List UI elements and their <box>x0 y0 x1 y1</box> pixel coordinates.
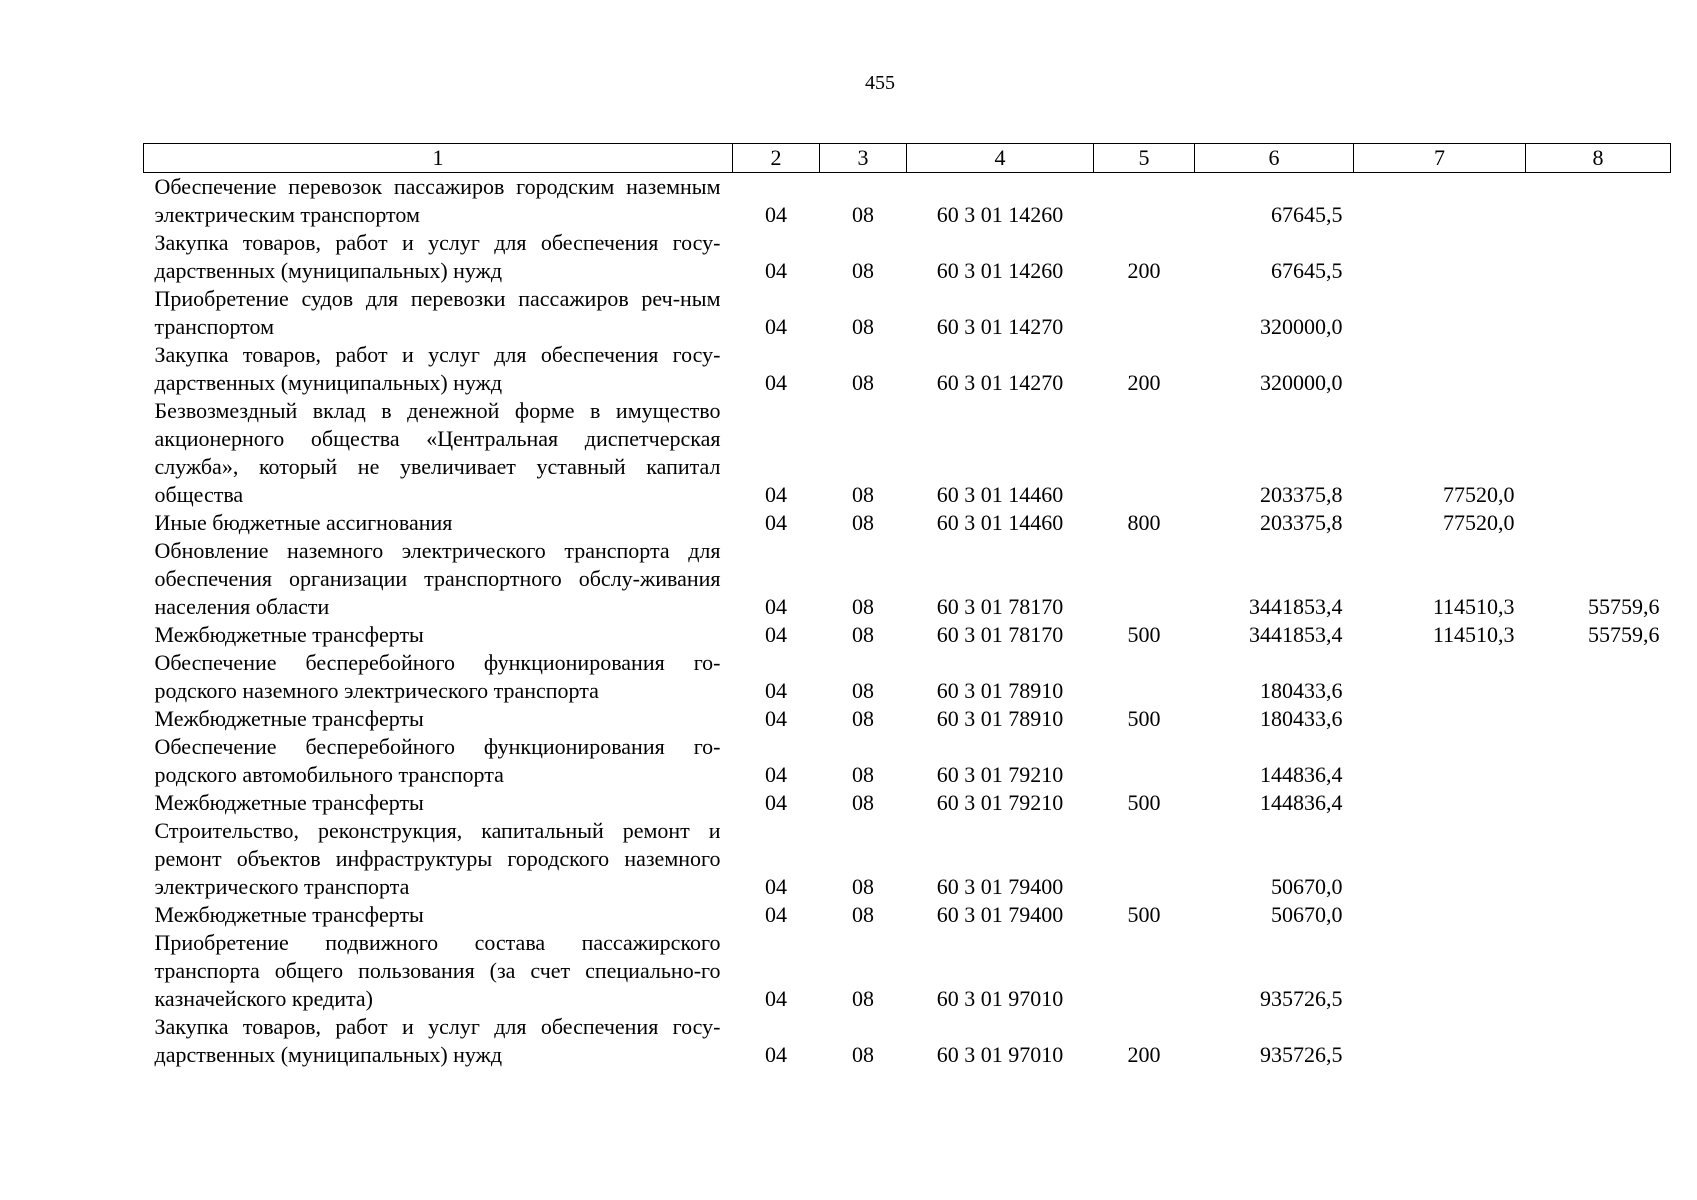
page-number: 455 <box>865 72 895 94</box>
row-amount-col8 <box>1526 173 1671 230</box>
row-target-article: 60 3 01 14260 <box>936 202 1064 227</box>
row-target-article: 60 3 01 79400 <box>936 874 1064 899</box>
row-target-article: 60 3 01 14270 <box>936 370 1064 395</box>
row-section: 04 <box>765 622 787 647</box>
row-expense-type: 200 <box>1127 370 1161 395</box>
row-section: 04 <box>765 258 787 283</box>
row-expense-type <box>1094 733 1195 789</box>
row-amount-col6: 203375,8 <box>1260 482 1343 507</box>
row-target-article: 60 3 01 14460 <box>936 510 1064 535</box>
row-expense-type <box>1094 929 1195 1013</box>
row-expense-type <box>1094 649 1195 705</box>
row-amount-col8 <box>1526 341 1671 397</box>
table-row <box>144 733 1671 789</box>
row-subsection: 08 <box>852 678 874 703</box>
row-target-article: 60 3 01 97010 <box>936 1042 1064 1067</box>
row-amount-col8 <box>1526 1013 1671 1069</box>
table-row <box>144 621 1671 649</box>
row-name: Закупка товаров, работ и услуг для обеспечения госу-дарственных (муниципальных) нужд <box>154 1014 721 1067</box>
table-row <box>144 509 1671 537</box>
row-name: Обеспечение бесперебойного функционирования го-родского наземного электрического транспорта <box>154 650 721 703</box>
row-amount-col6: 144836,4 <box>1260 762 1343 787</box>
row-amount-col6: 935726,5 <box>1260 986 1343 1011</box>
row-amount-col8 <box>1526 649 1671 705</box>
row-target-article: 60 3 01 78910 <box>936 706 1064 731</box>
row-name: Приобретение подвижного состава пассажирского транспорта общего пользования (за счет специально-го казначейского кредита) <box>154 930 721 1011</box>
table-row <box>144 649 1671 705</box>
row-expense-type: 500 <box>1127 622 1161 647</box>
table-row <box>144 705 1671 733</box>
row-section: 04 <box>765 790 787 815</box>
row-subsection: 08 <box>852 762 874 787</box>
table-row <box>144 173 1671 230</box>
row-section: 04 <box>765 482 787 507</box>
header-col-8: 8 <box>1526 144 1671 173</box>
row-target-article: 60 3 01 78170 <box>936 594 1064 619</box>
row-target-article: 60 3 01 97010 <box>936 986 1064 1011</box>
row-target-article: 60 3 01 79210 <box>936 790 1064 815</box>
row-subsection: 08 <box>852 202 874 227</box>
row-name: Межбюджетные трансферты <box>154 790 424 815</box>
row-name: Приобретение судов для перевозки пассажиров реч-ным транспортом <box>154 286 721 339</box>
row-expense-type: 200 <box>1127 258 1161 283</box>
row-amount-col7: 77520,0 <box>1443 510 1515 535</box>
row-section: 04 <box>765 1042 787 1067</box>
row-amount-col6: 50670,0 <box>1271 874 1343 899</box>
row-name: Межбюджетные трансферты <box>154 622 424 647</box>
row-expense-type: 200 <box>1127 1042 1161 1067</box>
table-row <box>144 397 1671 509</box>
row-target-article: 60 3 01 14270 <box>936 314 1064 339</box>
row-subsection: 08 <box>852 314 874 339</box>
row-section: 04 <box>765 706 787 731</box>
table-row <box>144 285 1671 341</box>
row-expense-type <box>1094 397 1195 509</box>
row-amount-col8 <box>1526 817 1671 901</box>
row-name: Межбюджетные трансферты <box>154 706 424 731</box>
row-name: Закупка товаров, работ и услуг для обеспечения госу-дарственных (муниципальных) нужд <box>154 230 721 283</box>
row-amount-col8 <box>1526 929 1671 1013</box>
row-amount-col7 <box>1354 901 1526 929</box>
row-amount-col6: 3441853,4 <box>1249 594 1343 619</box>
row-amount-col8 <box>1526 229 1671 285</box>
row-name: Межбюджетные трансферты <box>154 902 424 927</box>
row-section: 04 <box>765 510 787 535</box>
row-subsection: 08 <box>852 790 874 815</box>
row-amount-col7 <box>1354 341 1526 397</box>
row-amount-col8 <box>1526 789 1671 817</box>
row-name: Закупка товаров, работ и услуг для обеспечения госу-дарственных (муниципальных) нужд <box>154 342 721 395</box>
row-name: Безвозмездный вклад в денежной форме в имущество акционерного общества «Центральная диспетчерская служба», который не увеличивает уставный капитал общества <box>154 398 721 507</box>
row-subsection: 08 <box>852 258 874 283</box>
table-row <box>144 901 1671 929</box>
table-body <box>144 173 1671 1070</box>
row-name: Обеспечение перевозок пассажиров городским наземным электрическим транспортом <box>154 174 721 227</box>
row-amount-col8: 55759,6 <box>1588 622 1660 647</box>
row-target-article: 60 3 01 14260 <box>936 258 1064 283</box>
row-subsection: 08 <box>852 510 874 535</box>
row-subsection: 08 <box>852 1042 874 1067</box>
row-amount-col7 <box>1354 789 1526 817</box>
row-amount-col7 <box>1354 705 1526 733</box>
table-row <box>144 1013 1671 1069</box>
row-subsection: 08 <box>852 594 874 619</box>
table-row <box>144 537 1671 621</box>
row-subsection: 08 <box>852 482 874 507</box>
row-name: Обеспечение бесперебойного функционирования го-родского автомобильного транспорта <box>154 734 721 787</box>
row-amount-col6: 3441853,4 <box>1249 622 1343 647</box>
row-amount-col6: 67645,5 <box>1271 202 1343 227</box>
row-amount-col6: 203375,8 <box>1260 510 1343 535</box>
header-col-6: 6 <box>1195 144 1354 173</box>
table-row <box>144 789 1671 817</box>
row-section: 04 <box>765 202 787 227</box>
row-target-article: 60 3 01 79400 <box>936 902 1064 927</box>
header-col-7: 7 <box>1354 144 1526 173</box>
row-section: 04 <box>765 986 787 1011</box>
row-section: 04 <box>765 874 787 899</box>
row-amount-col7 <box>1354 1013 1526 1069</box>
row-subsection: 08 <box>852 706 874 731</box>
row-target-article: 60 3 01 79210 <box>936 762 1064 787</box>
header-col-1: 1 <box>144 144 733 173</box>
row-expense-type: 500 <box>1127 790 1161 815</box>
row-amount-col7 <box>1354 285 1526 341</box>
row-amount-col6: 50670,0 <box>1271 902 1343 927</box>
row-amount-col6: 320000,0 <box>1260 370 1343 395</box>
row-section: 04 <box>765 678 787 703</box>
row-amount-col7 <box>1354 173 1526 230</box>
row-expense-type <box>1094 285 1195 341</box>
row-subsection: 08 <box>852 986 874 1011</box>
row-expense-type: 500 <box>1127 706 1161 731</box>
row-target-article: 60 3 01 78170 <box>936 622 1064 647</box>
row-target-article: 60 3 01 78910 <box>936 678 1064 703</box>
row-amount-col6: 935726,5 <box>1260 1042 1343 1067</box>
row-section: 04 <box>765 902 787 927</box>
row-amount-col7 <box>1354 733 1526 789</box>
header-col-2: 2 <box>733 144 820 173</box>
row-amount-col7 <box>1354 817 1526 901</box>
row-name: Строительство, реконструкция, капитальный ремонт и ремонт объектов инфраструктуры городского наземного электрического транспорта <box>154 818 721 899</box>
row-section: 04 <box>765 314 787 339</box>
row-amount-col8 <box>1526 705 1671 733</box>
row-amount-col7 <box>1354 229 1526 285</box>
table-row <box>144 341 1671 397</box>
row-amount-col6: 144836,4 <box>1260 790 1343 815</box>
row-amount-col7: 114510,3 <box>1432 622 1515 647</box>
row-subsection: 08 <box>852 902 874 927</box>
row-name: Обновление наземного электрического транспорта для обеспечения организации транспортного обслу-живания населения области <box>154 538 721 619</box>
table-row <box>144 929 1671 1013</box>
header-col-4: 4 <box>907 144 1094 173</box>
row-section: 04 <box>765 762 787 787</box>
row-amount-col7: 114510,3 <box>1432 594 1515 619</box>
row-expense-type <box>1094 537 1195 621</box>
budget-table <box>143 143 1671 1069</box>
header-col-5: 5 <box>1094 144 1195 173</box>
row-amount-col6: 180433,6 <box>1260 706 1343 731</box>
row-subsection: 08 <box>852 874 874 899</box>
row-amount-col8 <box>1526 901 1671 929</box>
row-amount-col6: 320000,0 <box>1260 314 1343 339</box>
row-expense-type <box>1094 817 1195 901</box>
row-amount-col8 <box>1526 397 1671 509</box>
row-amount-col6: 67645,5 <box>1271 258 1343 283</box>
row-amount-col8 <box>1526 285 1671 341</box>
row-name: Иные бюджетные ассигнования <box>154 510 453 535</box>
row-target-article: 60 3 01 14460 <box>936 482 1064 507</box>
row-amount-col7 <box>1354 649 1526 705</box>
row-amount-col8: 55759,6 <box>1588 594 1660 619</box>
table-row <box>144 229 1671 285</box>
row-subsection: 08 <box>852 370 874 395</box>
row-subsection: 08 <box>852 622 874 647</box>
row-expense-type: 500 <box>1127 902 1161 927</box>
table-row <box>144 817 1671 901</box>
row-amount-col6: 180433,6 <box>1260 678 1343 703</box>
row-amount-col8 <box>1526 733 1671 789</box>
row-section: 04 <box>765 370 787 395</box>
header-col-3: 3 <box>820 144 907 173</box>
row-section: 04 <box>765 594 787 619</box>
row-expense-type: 800 <box>1127 510 1161 535</box>
header-row <box>144 144 1671 173</box>
row-expense-type <box>1094 173 1195 230</box>
row-amount-col7 <box>1354 929 1526 1013</box>
row-amount-col7: 77520,0 <box>1443 482 1515 507</box>
row-amount-col8 <box>1526 509 1671 537</box>
